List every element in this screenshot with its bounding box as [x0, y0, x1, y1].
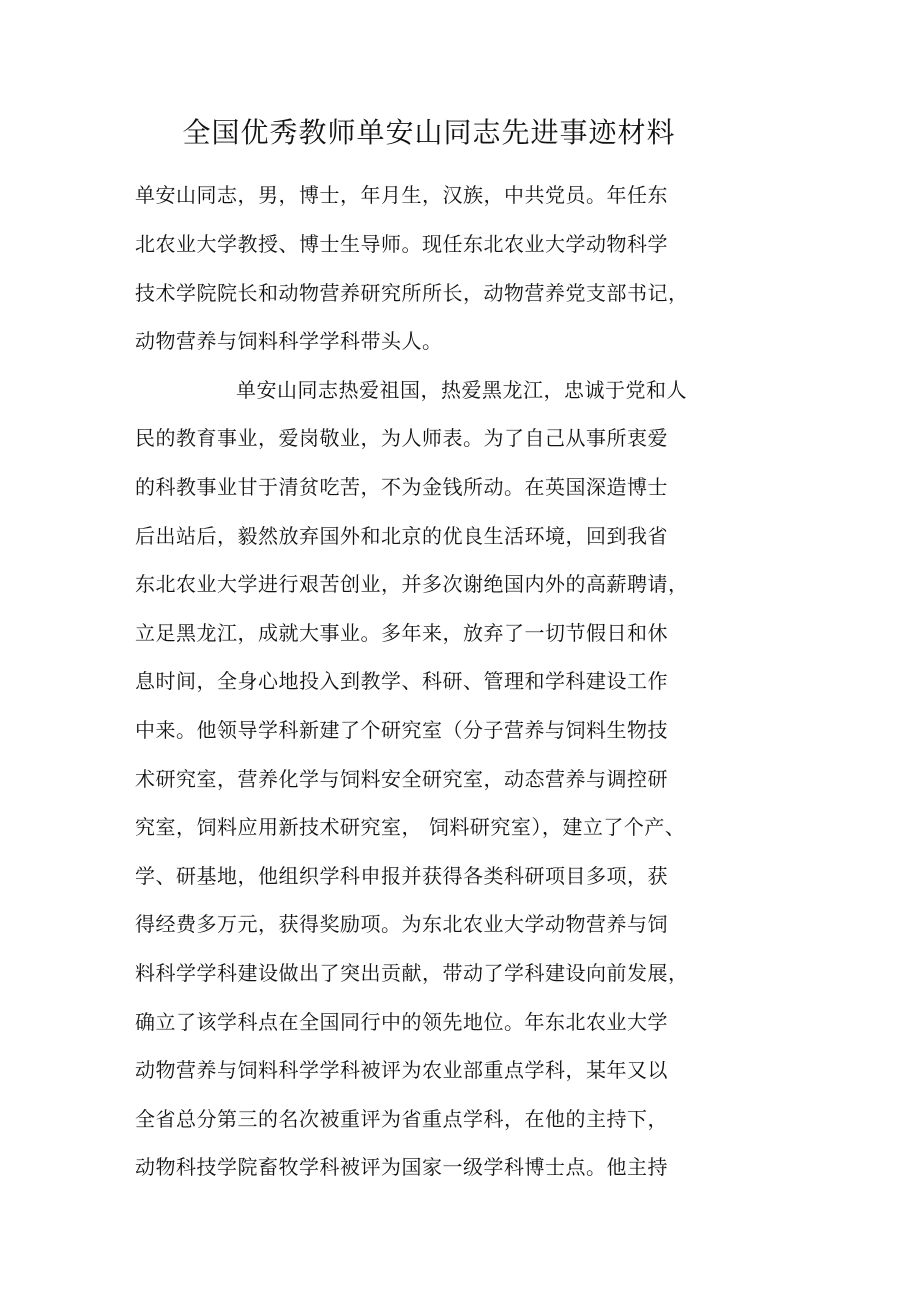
text-line-20: 全省总分第三的名次被重评为省重点学科，在他的主持下， [135, 1107, 668, 1131]
text-line-9: 东北农业大学进行艰苦创业，并多次谢绝国内外的高薪聘请， [135, 572, 689, 596]
text-line-4: 动物营养与饲料科学学科带头人。 [135, 329, 443, 353]
text-line-11: 息时间，全身心地投入到教学、科研、管理和学科建设工作 [135, 669, 668, 693]
text-line-8: 后出站后，毅然放弃国外和北京的优良生活环境，回到我省 [135, 524, 668, 548]
text-line-19: 动物营养与饲料科学学科被评为农业部重点学科，某年又以 [135, 1058, 668, 1082]
text-line-2: 北农业大学教授、博士生导师。现任东北农业大学动物科学 [135, 232, 668, 256]
text-line-7: 的科教事业甘于清贫吃苦，不为金钱所动。在英国深造博士 [135, 475, 668, 499]
text-line-5: 单安山同志热爱祖国，热爱黑龙江，忠诚于党和人 [236, 378, 687, 402]
text-line-3: 技术学院院长和动物营养研究所所长，动物营养党支部书记， [135, 281, 689, 305]
text-line-14: 究室，饲料应用新技术研究室， 饲料研究室），建立了个产、 [135, 815, 686, 839]
document-title: 全国优秀教师单安山同志先进事迹材料 [182, 116, 676, 149]
text-line-6: 民的教育事业，爱岗敬业，为人师表。为了自己从事所衷爱 [135, 426, 668, 450]
text-line-10: 立足黑龙江，成就大事业。多年来，放弃了一切节假日和休 [135, 621, 668, 645]
text-line-17: 料科学学科建设做出了突出贡献，带动了学科建设向前发展， [135, 961, 689, 985]
text-line-12: 中来。他领导学科新建了个研究室（分子营养与饲料生物技 [135, 718, 668, 742]
text-line-21: 动物科技学院畜牧学科被评为国家一级学科博士点。他主持 [135, 1155, 668, 1179]
text-line-16: 得经费多万元，获得奖励项。为东北农业大学动物营养与饲 [135, 912, 668, 936]
text-line-1: 单安山同志，男，博士，年月生，汉族，中共党员。年任东 [135, 183, 668, 207]
text-line-18: 确立了该学科点在全国同行中的领先地位。年东北农业大学 [135, 1010, 668, 1034]
text-line-15: 学、研基地，他组织学科申报并获得各类科研项目多项，获 [135, 864, 668, 888]
text-line-13: 术研究室，营养化学与饲料安全研究室，动态营养与调控研 [135, 767, 668, 791]
